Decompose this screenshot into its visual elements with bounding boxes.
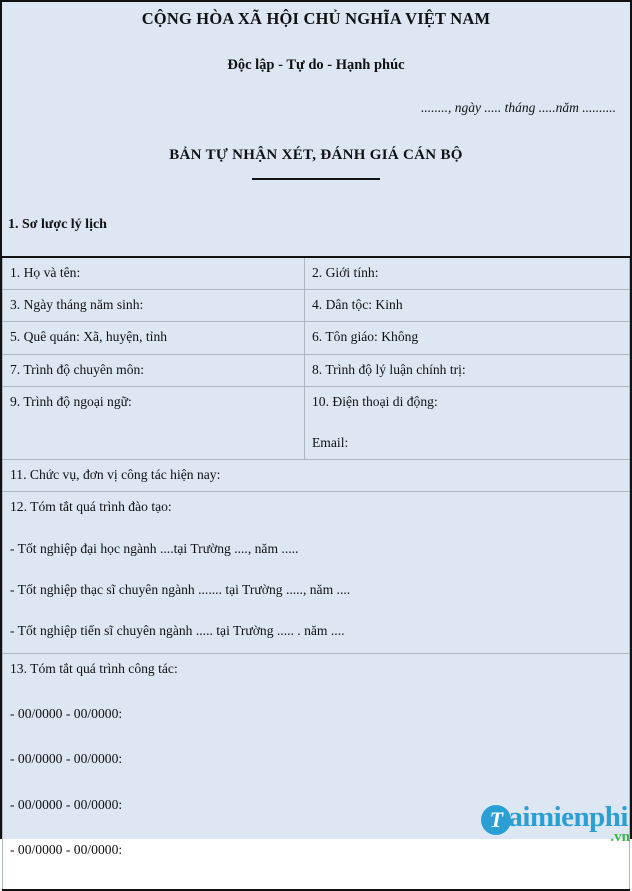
table-row <box>3 354 630 386</box>
work-history-line: - 00/0000 - 00/0000: <box>10 705 123 721</box>
watermark-name: aimienphi <box>508 801 628 833</box>
national-title: CỘNG HÒA XÃ HỘI CHỦ NGHĨA VIỆT NAM <box>141 9 491 28</box>
education-line: - Tốt nghiệp tiến sĩ chuyên ngành ..... tại Trường ..... . năm .... <box>10 623 345 639</box>
field-email: Email: <box>312 434 349 450</box>
work-history-line: - 00/0000 - 00/0000: <box>10 751 123 767</box>
field-religion[interactable]: 6. Tôn giáo: Không <box>305 322 630 354</box>
table-row <box>3 459 630 491</box>
table-row <box>3 322 630 354</box>
field-hometown[interactable]: 5. Quê quán: Xã, huyện, tỉnh <box>3 322 305 354</box>
watermark-badge-icon: T <box>481 805 511 835</box>
table-row <box>3 387 630 460</box>
document-header <box>2 2 630 180</box>
field-gender[interactable]: 2. Giới tính: <box>305 257 630 290</box>
work-history-line: - 00/0000 - 00/0000: <box>10 796 123 812</box>
field-ethnicity[interactable]: 4. Dân tộc: Kinh <box>305 290 630 322</box>
work-history-line: - 00/0000 - 00/0000: <box>10 841 123 857</box>
title-underline-rule <box>252 178 380 180</box>
field-work-history[interactable] <box>3 653 630 890</box>
work-history-heading: 13. Tóm tắt quá trình công tác: <box>10 660 178 676</box>
personal-info-table <box>2 256 630 891</box>
education-heading: 12. Tóm tắt quá trình đào tạo: <box>10 499 172 515</box>
field-political-theory-level[interactable]: 8. Trình độ lý luận chính trị: <box>305 354 630 386</box>
field-education-summary[interactable] <box>3 492 630 653</box>
section-heading-bio: 1. Sơ lược lý lịch <box>8 216 107 232</box>
table-row <box>3 492 630 653</box>
table-row <box>3 290 630 322</box>
table-row <box>3 653 630 890</box>
field-current-position[interactable]: 11. Chức vụ, đơn vị công tác hiện nay: <box>3 459 630 491</box>
dateline: ........, ngày ..... tháng .....năm .......... <box>421 99 616 115</box>
table-row <box>3 257 630 290</box>
field-full-name[interactable]: 1. Họ và tên: <box>3 257 305 290</box>
field-mobile-phone: 10. Điện thoại di động: <box>312 394 438 410</box>
watermark-tld: .vn <box>610 829 630 845</box>
page-title: BẢN TỰ NHẬN XÉT, ĐÁNH GIÁ CÁN BỘ <box>169 146 463 163</box>
field-foreign-language-level[interactable]: 9. Trình độ ngoại ngữ: <box>3 387 305 460</box>
national-motto: Độc lập - Tự do - Hạnh phúc <box>227 56 405 73</box>
education-line: - Tốt nghiệp thạc sĩ chuyên ngành ....... tại Trường ....., năm .... <box>10 581 351 597</box>
field-date-of-birth[interactable]: 3. Ngày tháng năm sinh: <box>3 290 305 322</box>
field-professional-qualification[interactable]: 7. Trình độ chuyên môn: <box>3 354 305 386</box>
field-contact[interactable] <box>305 387 630 460</box>
education-line: - Tốt nghiệp đại học ngành ....tại Trường ...., năm ..... <box>10 540 299 556</box>
